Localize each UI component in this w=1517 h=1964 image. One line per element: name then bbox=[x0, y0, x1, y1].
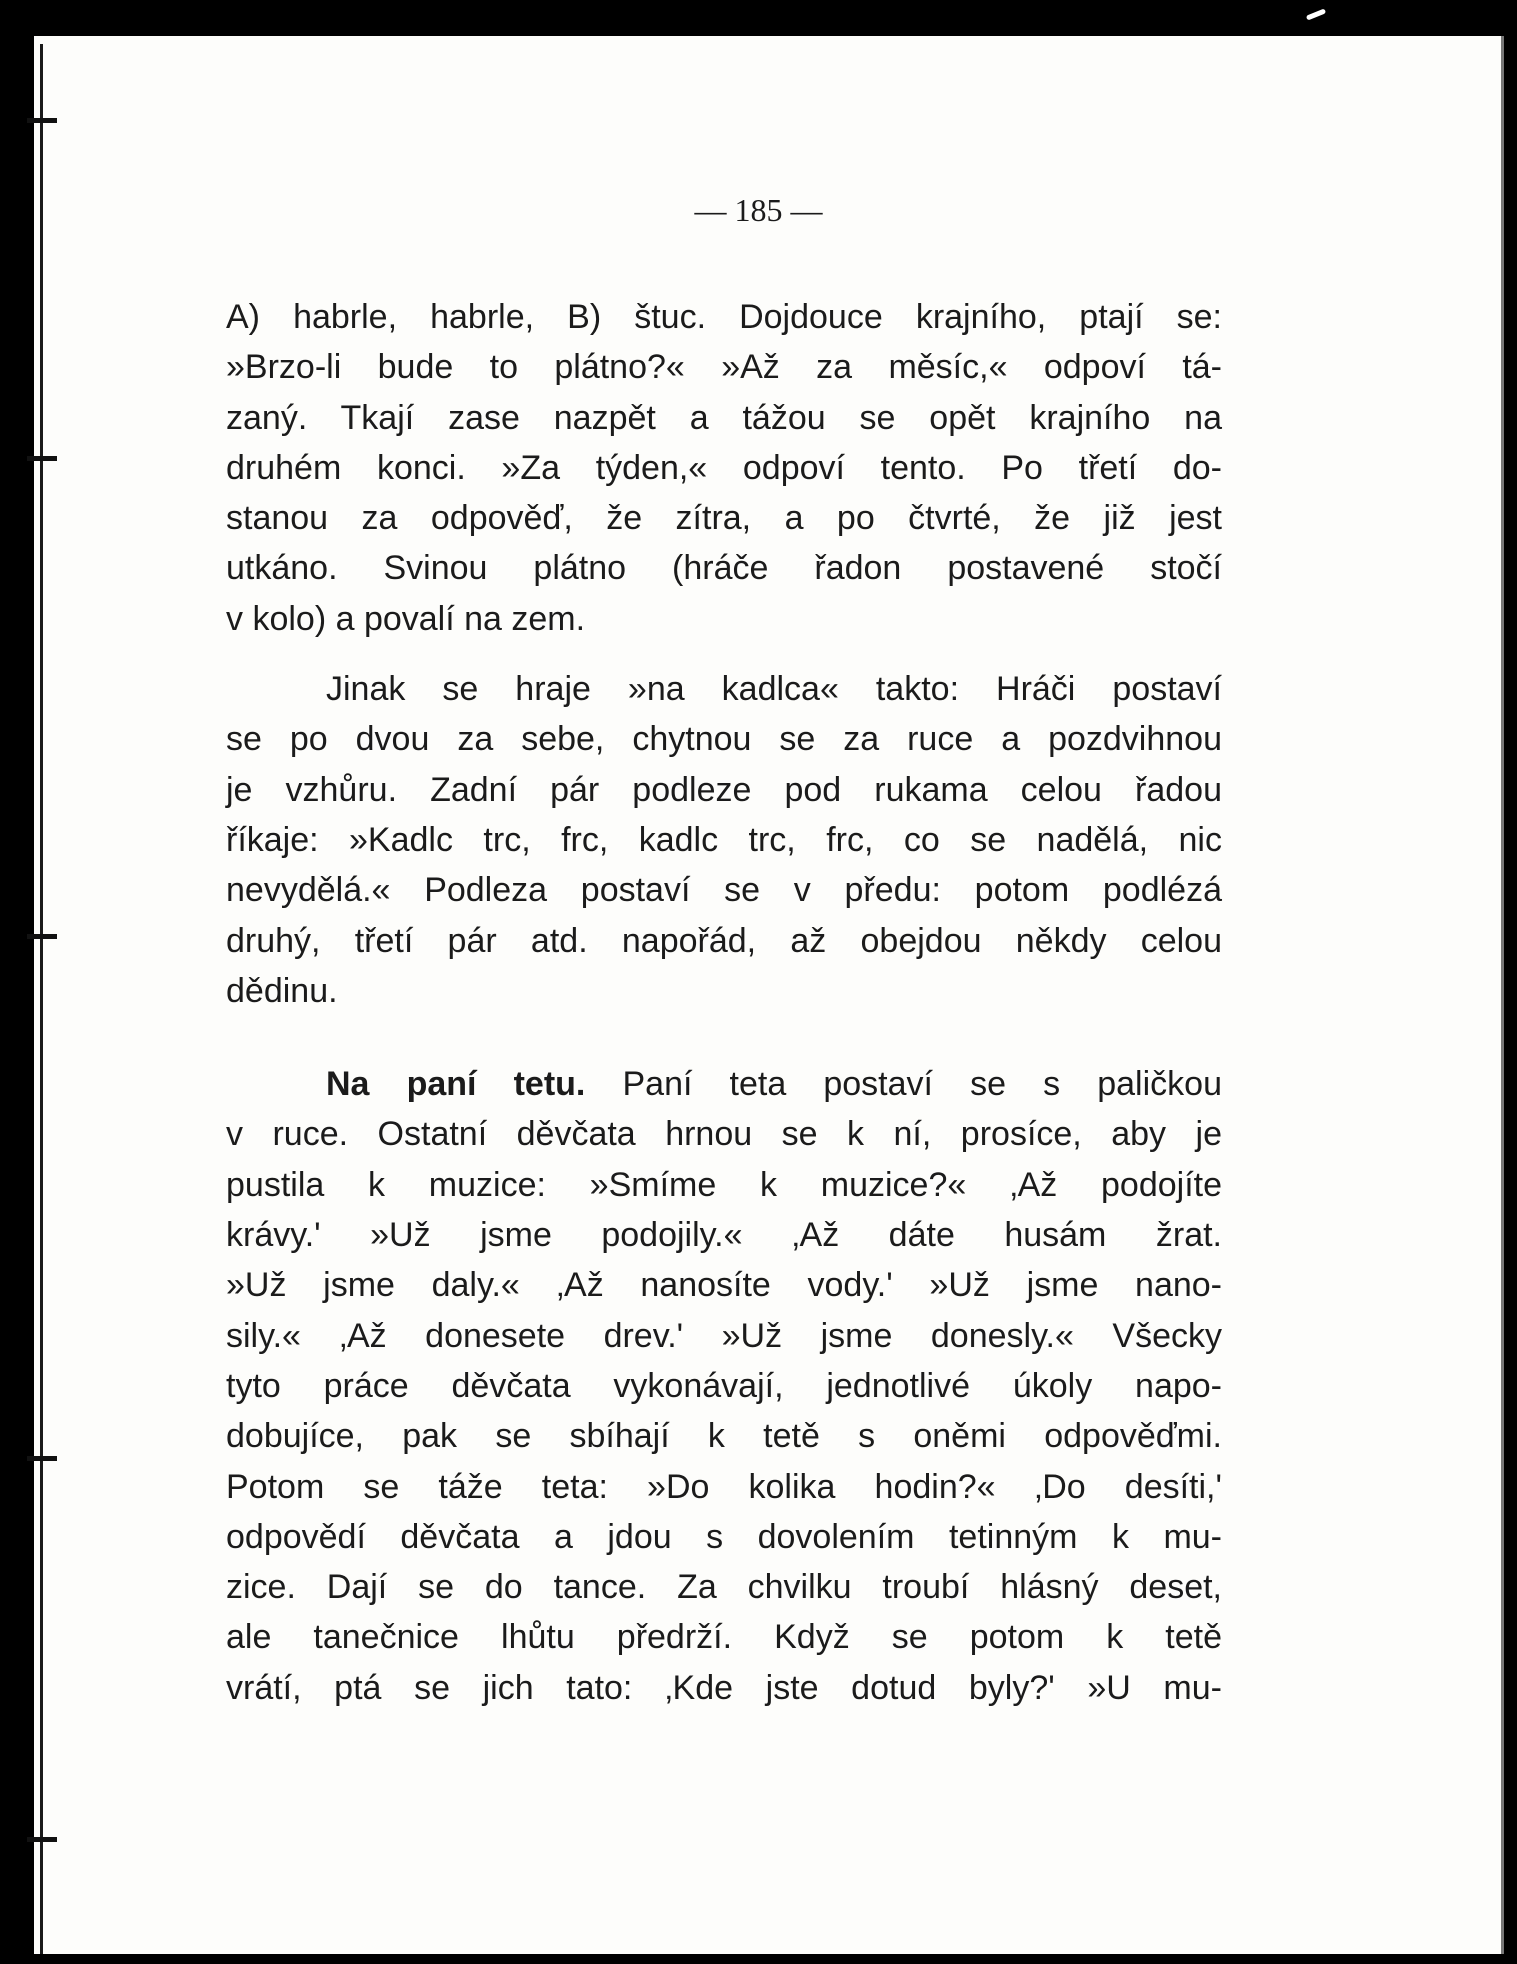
text-line: »Už jsme daly.« ‚Až nanosíte vody.' »Už jsme nano- bbox=[226, 1266, 1222, 1305]
text-line: A) habrle, habrle, B) štuc. Dojdouce krajního, ptají se: bbox=[226, 298, 1222, 336]
text-line: ale tanečnice lhůtu předrží. Když se potom k tetě bbox=[226, 1618, 1222, 1657]
text-line: zice. Dají se do tance. Za chvilku troubí hlásný deset, bbox=[226, 1568, 1222, 1607]
text-line: utkáno. Svinou plátno (hráče řadon postavené stočí bbox=[226, 549, 1222, 588]
text-line: Jinak se hraje »na kadlca« takto: Hráči postaví bbox=[326, 670, 1222, 709]
text-line: dědinu. bbox=[226, 971, 338, 1010]
binding-edge bbox=[40, 44, 43, 1954]
scan-speck bbox=[1306, 8, 1326, 20]
text-span: Paní teta postaví se s paličkou bbox=[622, 1065, 1222, 1104]
page-right-edge bbox=[1501, 36, 1504, 1954]
text-line: pustila k muzice: »Smíme k muzice?« ‚Až podojíte bbox=[226, 1165, 1222, 1204]
text-line: vrátí, ptá se jich tato: ‚Kde jste dotud byly?' »U mu- bbox=[226, 1668, 1222, 1707]
text-line: dobujíce, pak se sbíhají k tetě s oněmi odpověďmi. bbox=[226, 1417, 1222, 1456]
text-line: je vzhůru. Zadní pár podleze pod rukama celou řadou bbox=[226, 770, 1222, 809]
text-line: druhý, třetí pár atd. napořád, až obejdou někdy celou bbox=[226, 921, 1222, 960]
paragraph bbox=[226, 664, 1222, 1016]
text-line: tyto práce děvčata vykonávají, jednotlivé úkoly napo- bbox=[226, 1366, 1222, 1405]
text-line: se po dvou za sebe, chytnou se za ruce a pozdvihnou bbox=[226, 720, 1222, 759]
binding-mark bbox=[27, 1456, 57, 1461]
text-line: v ruce. Ostatní děvčata hrnou se k ní, prosíce, aby je bbox=[226, 1115, 1222, 1154]
text-line: v kolo) a povalí na zem. bbox=[226, 599, 586, 638]
binding-mark bbox=[27, 118, 57, 123]
text-line: sily.« ‚Až donesete drev.' »Už jsme donesly.« Všecky bbox=[226, 1316, 1222, 1355]
text-line: nevydělá.« Podleza postaví se v předu: potom podlézá bbox=[226, 871, 1222, 910]
text-line bbox=[226, 1059, 1222, 1109]
text-line: druhém konci. »Za týden,« odpoví tento. Po třetí do- bbox=[226, 448, 1222, 487]
text-line: stanou za odpověď, že zítra, a po čtvrté, že již jest bbox=[226, 499, 1222, 538]
paragraph bbox=[226, 292, 1222, 644]
paragraph bbox=[226, 1059, 1222, 1713]
binding-mark bbox=[27, 456, 57, 461]
text-line: zaný. Tkají zase nazpět a tážou se opět krajního na bbox=[226, 398, 1222, 437]
text-line: odpovědí děvčata a jdou s dovolením tetinným k mu- bbox=[226, 1517, 1222, 1556]
page-number: — 185 — bbox=[694, 192, 823, 228]
binding-mark bbox=[27, 1837, 57, 1842]
binding-mark bbox=[27, 934, 57, 939]
text-line: krávy.' »Už jsme podojily.« ‚Až dáte husám žrat. bbox=[226, 1216, 1222, 1255]
text-line: Potom se táže teta: »Do kolika hodin?« ‚Do desíti,' bbox=[226, 1467, 1222, 1506]
section-heading: Na paní tetu. bbox=[326, 1065, 586, 1104]
text-line: říkaje: »Kadlc trc, frc, kadlc trc, frc, co se nadělá, nic bbox=[226, 820, 1222, 859]
page-body bbox=[226, 292, 1222, 1713]
text-line: »Brzo-li bude to plátno?« »Až za měsíc,« odpoví tá- bbox=[226, 348, 1222, 387]
